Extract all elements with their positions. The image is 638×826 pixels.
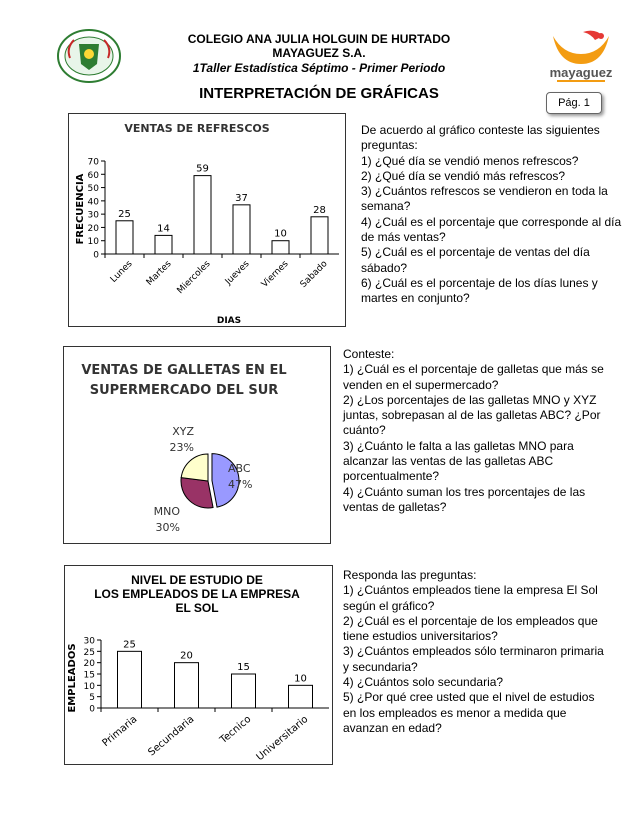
pie-label-mno: MNO bbox=[153, 505, 180, 518]
chart3-bar bbox=[175, 663, 199, 708]
chart3-y-tick-label: 30 bbox=[83, 636, 95, 647]
chart1-category-label: Viernes bbox=[259, 259, 291, 290]
chart1-y-tick-label: 0 bbox=[93, 250, 99, 261]
section1-question: 4) ¿Cuál es el porcentaje que corresponde al día de más ventas? bbox=[361, 214, 622, 245]
section2-question: 3) ¿Cuánto le falta a las galletas MNO para alcanzar las ventas de las galletas ABC porcentualmente? bbox=[343, 438, 574, 484]
chart-galletas-svg bbox=[64, 347, 332, 545]
chart1-bar bbox=[311, 217, 328, 254]
chart3-y-tick-label: 20 bbox=[83, 659, 95, 670]
questions-section-3 bbox=[343, 568, 611, 736]
chart3-bar bbox=[232, 674, 256, 708]
chart1-ylabel: FRECUENCIA bbox=[75, 173, 86, 245]
chart1-bar bbox=[272, 241, 289, 254]
chart3-title: NIVEL DE ESTUDIO DE LOS EMPLEADOS DE LA EMPRESA EL SOL bbox=[94, 573, 300, 615]
section1-question: 5) ¿Cuál es el porcentaje de ventas del día sábado? bbox=[361, 245, 590, 275]
chart1-category-label: Sabado bbox=[298, 259, 330, 290]
section2-intro: Conteste: bbox=[343, 347, 395, 361]
chart3-data-label: 20 bbox=[180, 650, 193, 662]
chart3-bar bbox=[289, 685, 313, 708]
chart1-data-label: 28 bbox=[313, 204, 326, 216]
chart3-bar bbox=[118, 651, 142, 708]
chart3-category-label: Tecnico bbox=[218, 713, 254, 746]
pie-slice-mno bbox=[181, 478, 213, 508]
chart1-y-tick-label: 70 bbox=[87, 157, 99, 168]
chart1-y-tick-label: 30 bbox=[87, 210, 99, 221]
section3-question: 2) ¿Cuál es el porcentaje de los empleados que tiene estudios universitarios? bbox=[343, 613, 598, 644]
section1-question: 2) ¿Qué día se vendió más refrescos? bbox=[361, 168, 566, 183]
chart1-y-tick-label: 60 bbox=[87, 170, 99, 181]
chart1-data-label: 37 bbox=[235, 192, 248, 204]
chart1-category-label: Miercoles bbox=[175, 259, 213, 297]
section2-question: 2) ¿Los porcentajes de las galletas MNO y XYZ juntas, sobrepasan al de las galletas ABC? ¿Por cuánto? bbox=[343, 392, 601, 438]
chart1-bar bbox=[233, 205, 250, 254]
chart1-xlabel: DIAS bbox=[216, 316, 242, 326]
chart1-y-tick-label: 40 bbox=[87, 197, 99, 208]
chart1-y-tick-label: 50 bbox=[87, 184, 99, 195]
chart3-category-label: Primaria bbox=[100, 713, 140, 750]
section1-question: 6) ¿Cuál es el porcentaje de los días lunes y martes en conjunto? bbox=[361, 275, 598, 306]
chart-nivel-estudio-svg bbox=[65, 566, 334, 766]
pie-slice-xyz bbox=[181, 454, 208, 481]
pie-value-xyz: 23% bbox=[169, 441, 194, 454]
pie-value-mno: 30% bbox=[155, 521, 180, 534]
questions-section-2 bbox=[343, 347, 615, 515]
chart3-data-label: 15 bbox=[237, 662, 250, 673]
chart3-ylabel: EMPLEADOS bbox=[67, 643, 78, 713]
section1-intro: De acuerdo al gráfico conteste las siguientes preguntas: bbox=[361, 123, 600, 153]
chart3-y-tick-label: 10 bbox=[83, 681, 95, 692]
pie-label-xyz: XYZ bbox=[172, 425, 194, 438]
pie-value-abc: 47% bbox=[228, 478, 253, 491]
brand-logo-text: mayaguez bbox=[549, 65, 613, 80]
chart1-data-label: 25 bbox=[118, 208, 131, 220]
chart3-y-tick-label: 25 bbox=[83, 647, 95, 658]
section3-question: 3) ¿Cuántos empleados sólo terminaron primaria y secundaria? bbox=[343, 644, 604, 674]
section1-question: 3) ¿Cuántos refrescos se vendieron en toda la semana? bbox=[361, 184, 608, 214]
chart1-bar bbox=[194, 176, 211, 254]
section3-question: 5) ¿Por qué cree usted que el nivel de estudios en los empleados es menor a medida que avanzan en edad? bbox=[343, 690, 595, 735]
chart-refrescos-svg bbox=[69, 114, 347, 328]
workshop-subtitle: 1Taller Estadística Séptimo - Primer Periodo bbox=[192, 61, 446, 75]
chart2-title: VENTAS DE GALLETAS EN EL SUPERMERCADO DEL SUR bbox=[81, 363, 287, 398]
section2-question: 1) ¿Cuál es el porcentaje de galletas que más se venden en el supermercado? bbox=[343, 362, 604, 392]
section2-question: 4) ¿Cuánto suman los tres porcentajes de las ventas de galletas? bbox=[343, 484, 586, 514]
chart1-y-tick-label: 10 bbox=[87, 237, 99, 248]
chart3-y-tick-label: 15 bbox=[83, 670, 95, 681]
chart3-category-label: Universitario bbox=[254, 713, 311, 764]
chart-galletas bbox=[63, 346, 331, 544]
section3-question: 1) ¿Cuántos empleados tiene la empresa El Sol según el gráfico? bbox=[343, 583, 598, 613]
chart1-category-label: Martes bbox=[144, 259, 174, 288]
chart-refrescos bbox=[68, 113, 346, 327]
chart-nivel-estudio bbox=[64, 565, 333, 765]
questions-section-1 bbox=[361, 123, 623, 307]
section1-question: 1) ¿Qué día se vendió menos refrescos? bbox=[361, 153, 579, 168]
chart1-data-label: 10 bbox=[274, 228, 287, 240]
pie-label-abc: ABC bbox=[228, 462, 251, 475]
chart1-category-label: Lunes bbox=[108, 259, 135, 285]
chart3-category-label: Secundaria bbox=[146, 713, 197, 759]
chart1-data-label: 59 bbox=[196, 163, 209, 175]
chart1-bar bbox=[116, 221, 133, 254]
chart1-title: VENTAS DE REFRESCOS bbox=[124, 122, 270, 135]
chart3-data-label: 25 bbox=[123, 639, 136, 651]
chart3-data-label: 10 bbox=[294, 673, 307, 685]
chart3-y-tick-label: 5 bbox=[89, 693, 95, 704]
page-number-badge: Pág. 1 bbox=[546, 92, 602, 114]
chart1-category-label: Jueves bbox=[223, 259, 252, 287]
section3-question: 4) ¿Cuántos solo secundaria? bbox=[343, 675, 504, 690]
company-name: MAYAGUEZ S.A. bbox=[272, 46, 366, 60]
chart3-y-tick-label: 0 bbox=[89, 704, 95, 715]
section3-intro: Responda las preguntas: bbox=[343, 568, 477, 582]
chart1-bar bbox=[155, 235, 172, 254]
chart1-y-tick-label: 20 bbox=[87, 223, 99, 234]
document-title: INTERPRETACIÓN DE GRÁFICAS bbox=[199, 85, 439, 102]
school-name: COLEGIO ANA JULIA HOLGUIN DE HURTADO bbox=[187, 32, 451, 46]
chart1-data-label: 14 bbox=[157, 223, 170, 235]
